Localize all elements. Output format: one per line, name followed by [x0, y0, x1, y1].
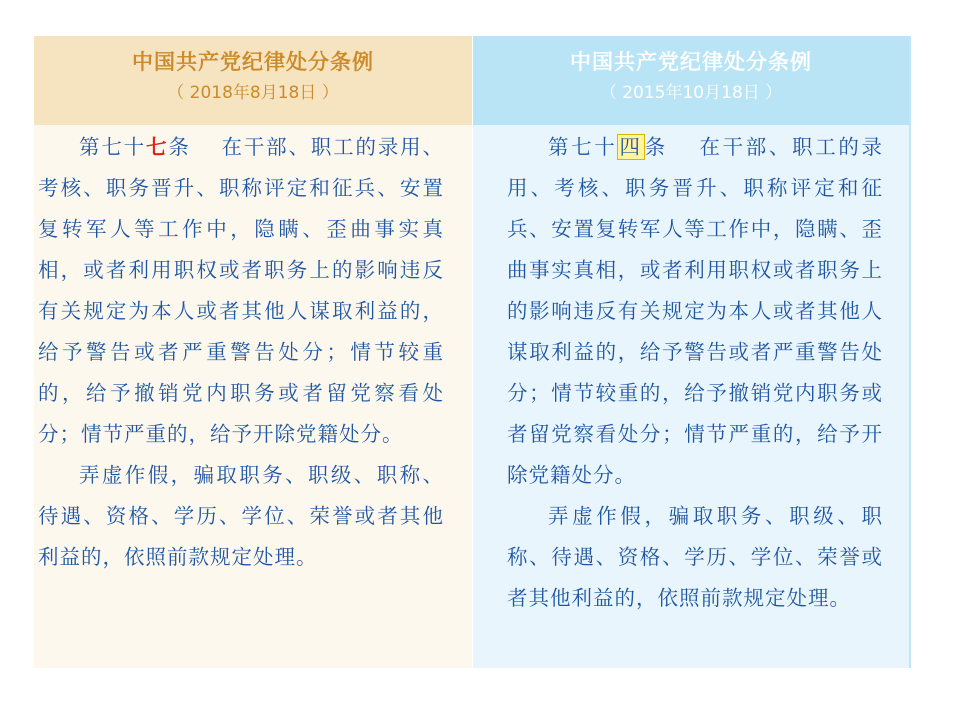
right-header-date: （ 2015年10月18日 ）	[599, 83, 783, 103]
right-paragraph-1-body: 在干部、职工的录用、考核、职务晋升、职称评定和征兵、安置复转军人等工作中，隐瞒、歪曲事实真相，或者利用职权或者职务上的影响违反有关规定为本人或者其他人谋取利益的，给予警告或者严重警告处分；情节较重的，给予撤销党内职务或者留党察看处分；情节严重的，给予开除党籍处分。	[507, 135, 884, 487]
right-header-title: 中国共产党纪律处分条例	[570, 49, 812, 74]
left-article-prefix: 第七十	[79, 135, 146, 159]
right-header	[473, 36, 909, 125]
right-paragraph-2: 弄虚作假，骗取职务、职级、职称、待遇、资格、学历、学位、荣誉或者其他利益的，依照前款规定处理。	[507, 504, 883, 610]
left-header-title: 中国共产党纪律处分条例	[132, 49, 374, 74]
right-column-2015	[473, 36, 911, 668]
right-article-prefix: 第七十	[548, 135, 618, 159]
left-column-2018	[34, 36, 472, 668]
left-header	[34, 36, 472, 125]
left-paragraph-1	[34, 127, 444, 455]
left-article-suffix: 条	[168, 135, 191, 159]
right-article-number: 四	[619, 135, 643, 159]
left-body	[34, 125, 454, 578]
left-paragraph-1-body: 在干部、职工的录用、考核、职务晋升、职称评定和征兵、安置复转军人等工作中，隐瞒、歪曲事实真相，或者利用职权或者职务上的影响违反有关规定为本人或者其他人谋取利益的，给予警告或者严重警告处分；情节较重的，给予撤销党内职务或者留党察看处分；情节严重的，给予开除党籍处分。	[38, 135, 445, 446]
left-article-number: 七	[146, 135, 169, 159]
right-article-suffix: 条	[644, 135, 668, 159]
right-body	[473, 125, 893, 619]
right-paragraph-1	[473, 127, 883, 496]
left-paragraph-2: 弄虚作假，骗取职务、职级、职称、待遇、资格、学历、学位、荣誉或者其他利益的，依照前款规定处理。	[38, 463, 444, 569]
left-header-date: （ 2018年8月18日 ）	[167, 83, 339, 103]
